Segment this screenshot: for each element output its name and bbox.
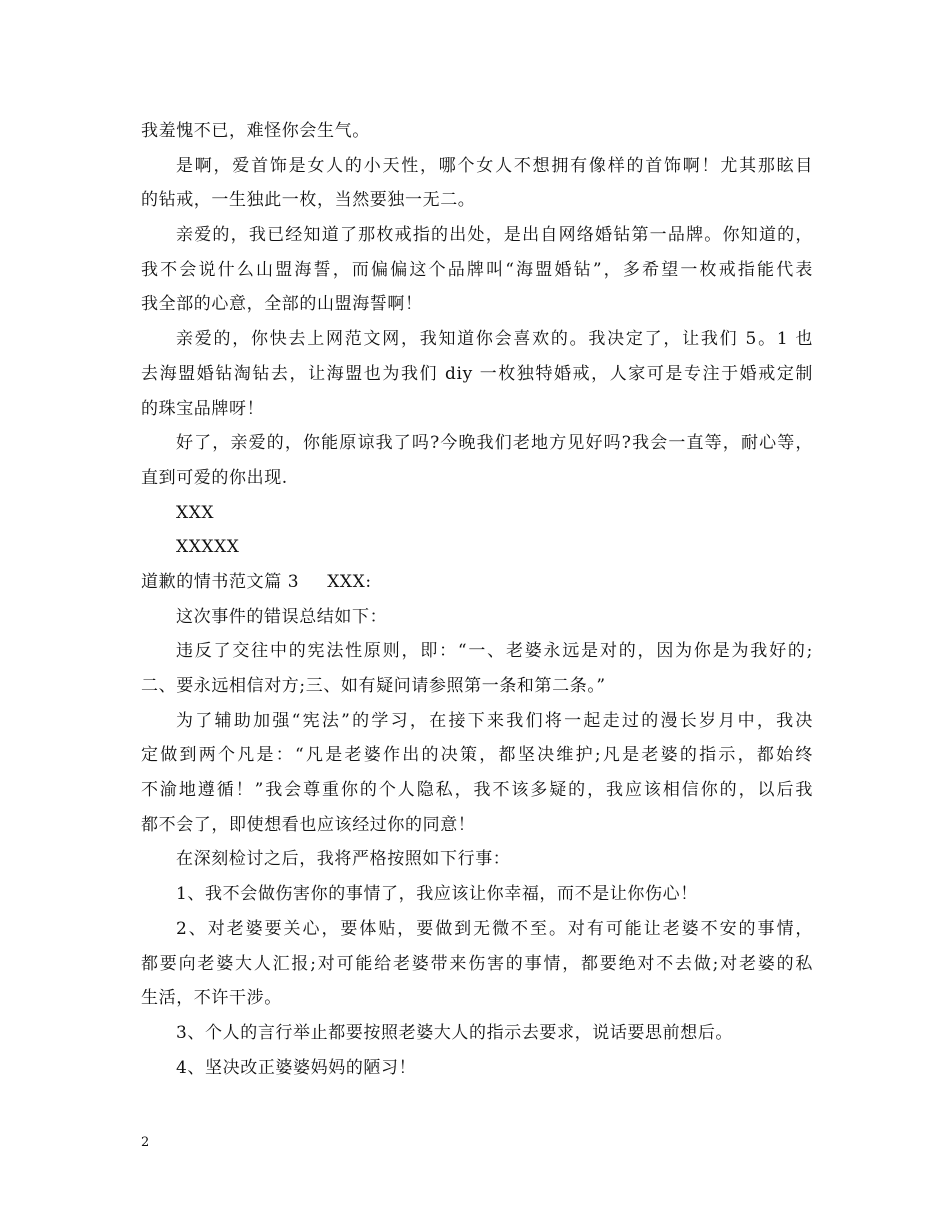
section-title: 道歉的情书范文篇 3: [141, 571, 300, 592]
paragraph-line: 直到可爱的你出现.: [141, 467, 288, 488]
list-item: 4、坚决改正婆婆妈妈的陋习！: [176, 1057, 417, 1078]
paragraph-line: 好了，亲爱的，你能原谅我了吗?今晚我们老地方见好吗?我会一直等，耐心等，: [176, 433, 813, 454]
paragraph-line: 亲爱的，你快去上网范文网，我知道你会喜欢的。我决定了，让我们 5。1 也: [176, 329, 813, 350]
paragraph-line: 二、要永远相信对方;三、如有疑问请参照第一条和第二条。”: [141, 676, 606, 696]
section-salutation: XXX:: [327, 571, 372, 592]
paragraph-line: 不渝地遵循！”我会尊重你的个人隐私，我不该多疑的，我应该相信你的，以后我: [141, 780, 813, 801]
list-item: 1、我不会做伤害你的事情了，我应该让你幸福，而不是让你伤心！: [176, 884, 698, 905]
section-heading: [141, 565, 813, 600]
list-item-continuation: 生活，不许干涉。: [141, 988, 282, 1009]
signature-date: XXXXX: [176, 537, 240, 558]
paragraph-line: 定做到两个凡是：“凡是老婆作出的决策，都坚决维护;凡是老婆的指示，都始终: [141, 745, 813, 766]
paragraph-line: 违反了交往中的宪法性原则，即：“一、老婆永远是对的，因为你是为我好的;: [176, 641, 813, 662]
paragraph-line: 都不会了，即使想看也应该经过你的同意！: [141, 814, 476, 835]
paragraph-line: 我全部的心意，全部的山盟海誓啊！: [141, 294, 423, 315]
paragraph-line: 为了辅助加强“宪法”的学习，在接下来我们将一起走过的漫长岁月中，我决: [176, 710, 813, 731]
list-item: 2、对老婆要关心，要体贴，要做到无微不至。对有可能让老婆不安的事情，: [176, 918, 813, 939]
paragraph-line: 亲爱的，我已经知道了那枚戒指的出处，是出自网络婚钻第一品牌。你知道的，: [176, 225, 813, 246]
paragraph-line: 是啊，爱首饰是女人的小天性，哪个女人不想拥有像样的首饰啊！尤其那眩目: [176, 155, 813, 176]
paragraph-line: 在深刻检讨之后，我将严格按照如下行事：: [176, 849, 511, 870]
paragraph-line: 我羞愧不已，难怪你会生气。: [141, 121, 370, 141]
signature-name: XXX: [176, 502, 215, 523]
paragraph-line: 我不会说什么山盟海誓，而偏偏这个品牌叫“海盟婚钻”，多希望一枚戒指能代表: [141, 259, 813, 280]
list-item: 3、个人的言行举止都要按照老婆大人的指示去要求，说话要思前想后。: [176, 1022, 734, 1043]
paragraph-line: 这次事件的错误总结如下：: [176, 606, 388, 627]
document-body: [141, 114, 813, 1085]
paragraph-line: 的珠宝品牌呀！: [141, 398, 265, 419]
paragraph-line: 去海盟婚钻淘钻去，让海盟也为我们 diy 一枚独特婚戒，人家可是专注于婚戒定制: [141, 363, 813, 384]
page-number: 2: [141, 1135, 150, 1150]
paragraph-line: 的钻戒，一生独此一枚，当然要独一无二。: [141, 190, 476, 211]
list-item-continuation: 都要向老婆大人汇报;对可能给老婆带来伤害的事情，都要绝对不去做;对老婆的私: [141, 953, 813, 974]
